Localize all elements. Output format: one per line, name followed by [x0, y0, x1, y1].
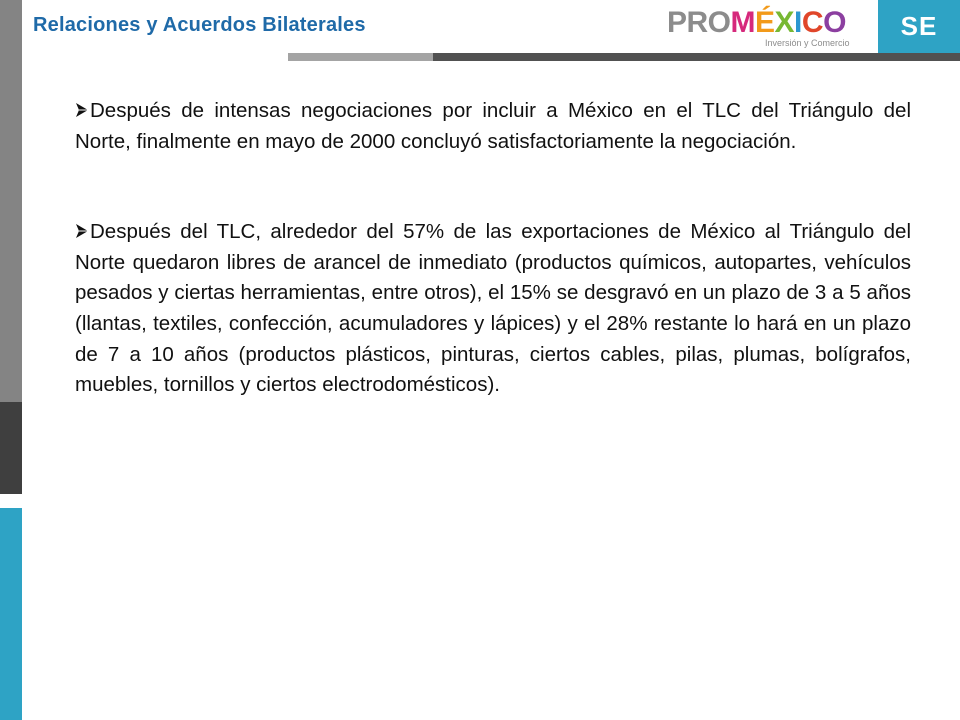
bullet-text: Después del TLC, alrededor del 57% de las exportaciones de México al Triángulo del Norte quedaron libres de arancel de inmediato (productos químicos, autopartes, vehículos pesados y ciertas herramientas, entre otros), el 15% se desgravó en un plazo de 3 a 5 años (llantas, textiles, confección, acumuladores y lápices) y el 28% restante lo hará en un plazo de 7 a 10 años (productos plásticos, pinturas, ciertos cables, pilas, plumas, bolígrafos, muebles, tornillos y ciertos electrodomésticos). — [75, 220, 911, 397]
logo-tagline: Inversión y Comercio — [765, 38, 850, 48]
header-divider-light — [288, 53, 433, 61]
bullet-item — [75, 217, 911, 401]
promexico-logo — [667, 6, 862, 50]
header-divider-dark — [433, 53, 960, 61]
slide-body — [75, 96, 911, 401]
logo-letter-i: I — [794, 6, 802, 39]
side-strip-gray — [0, 0, 22, 402]
logo-letter-o: O — [823, 6, 846, 39]
logo-letter-x: X — [774, 6, 795, 39]
arrow-bullet-icon — [75, 102, 89, 118]
side-strip-blue — [0, 508, 22, 720]
bullet-item — [75, 96, 911, 157]
side-strip-dark — [0, 402, 22, 494]
logo-pro-text: PRO — [667, 6, 731, 39]
logo-letter-m: M — [730, 6, 756, 39]
se-badge: SE — [878, 0, 960, 53]
logo-letter-c: C — [801, 6, 824, 39]
arrow-bullet-icon — [75, 223, 89, 239]
logo-letter-e: É — [755, 6, 775, 39]
slide-title: Relaciones y Acuerdos Bilaterales — [33, 14, 366, 36]
bullet-text: Después de intensas negociaciones por incluir a México en el TLC del Triángulo del Norte, finalmente en mayo de 2000 concluyó satisfactoriamente la negociación. — [75, 99, 911, 153]
